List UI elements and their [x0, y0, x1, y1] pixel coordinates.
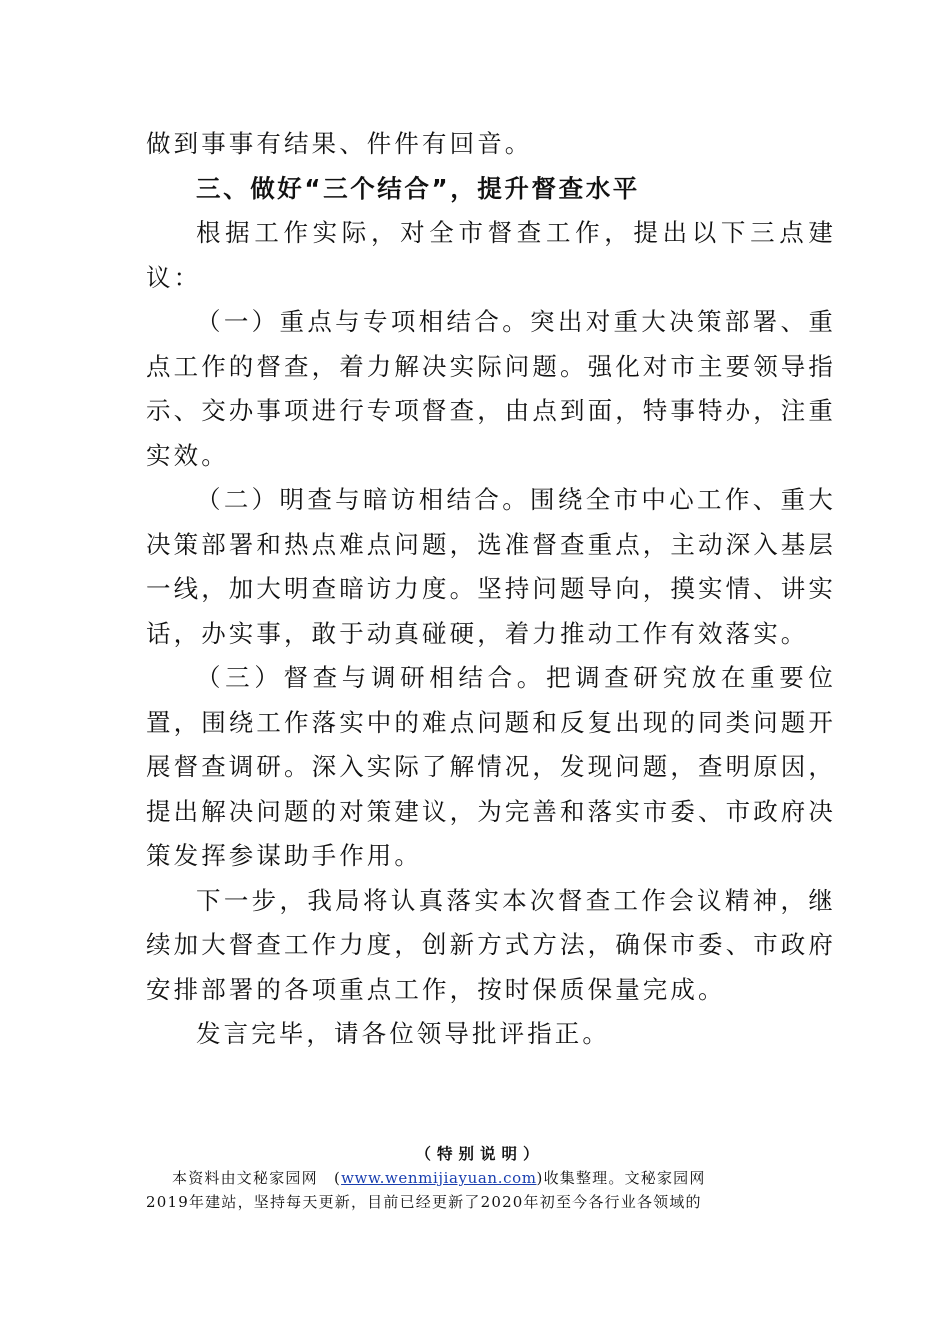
document-body: [146, 122, 836, 1057]
paragraph-suggestion-3: （三）督查与调研相结合。把调查研究放在重要位置，围绕工作落实中的难点问题和反复出现的同类问题开展督查调研。深入实际了解情况，发现问题，查明原因，提出解决问题的对策建议，为完善和落实市委、市政府决策发挥参谋助手作用。: [146, 663, 836, 870]
special-note-line-1: [146, 1166, 814, 1190]
special-note: [146, 1142, 814, 1214]
section-heading: 三、做好“三个结合”，提升督查水平: [196, 173, 640, 203]
paragraph-closing: 发言完毕，请各位领导批评指正。: [196, 1019, 610, 1048]
paragraph-next-step: 下一步，我局将认真落实本次督查工作会议精神，继续加大督查工作力度，创新方式方法，确保市委、市政府安排部署的各项重点工作，按时保质保量完成。: [146, 885, 836, 1004]
paragraph-intro: 根据工作实际，对全市督查工作，提出以下三点建议：: [146, 218, 836, 292]
website-link[interactable]: www.wenmijiayuan.com: [341, 1169, 537, 1187]
special-note-title: （特别说明）: [415, 1144, 545, 1163]
special-note-text-after-link: )收集整理。文秘家园网: [536, 1169, 706, 1187]
paragraph-suggestion-2: （二）明查与暗访相结合。围绕全市中心工作、重大决策部署和热点难点问题，选准督查重点，主动深入基层一线，加大明查暗访力度。坚持问题导向，摸实情、讲实话，办实事，敢于动真碰硬，着力推动工作有效落实。: [146, 485, 836, 648]
special-note-line-2: 2019年建站，坚持每天更新，目前已经更新了2020年初至今各行业各领域的: [146, 1193, 702, 1211]
paragraph-continuation: 做到事事有结果、件件有回音。: [146, 129, 533, 158]
paragraph-suggestion-1: （一）重点与专项相结合。突出对重大决策部署、重点工作的督查，着力解决实际问题。强化对市主要领导指示、交办事项进行专项督查，由点到面，特事特办，注重实效。: [146, 307, 836, 470]
special-note-text-before-link: 本资料由文秘家园网 (: [172, 1169, 342, 1187]
